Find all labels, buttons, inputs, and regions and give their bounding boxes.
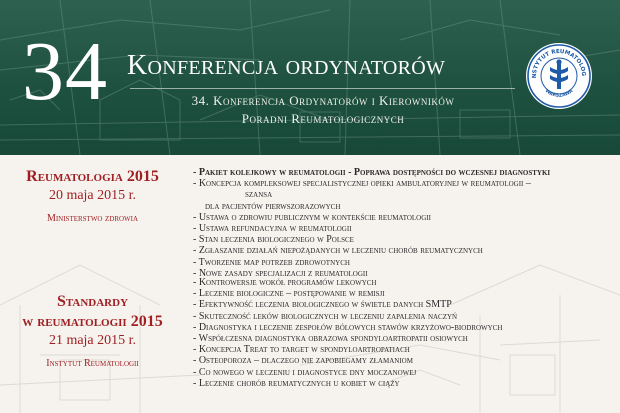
conference-title-text: Konferencja ordynatorów (127, 50, 446, 81)
svg-text:WARSZAWA (544, 88, 575, 99)
list-item: szansa (245, 189, 273, 201)
list-item: - Leczenie chorób reumatycznych u kobiet w ciąży (193, 377, 400, 389)
seal-emblem-icon (550, 59, 568, 89)
list-item: - Kontrowersje wokół programów lekowych (193, 277, 377, 288)
subtitle-line-2: Poradni Reumatologicznych (241, 111, 405, 126)
session-1-topics (193, 167, 550, 279)
list-item: - Nowe zasady specjalizacji z reumatologii (193, 267, 368, 279)
program-content (0, 155, 620, 413)
session-2-organizer: Instytut Reumatologii (46, 358, 139, 369)
seal-top-text: NSTYTUT REUMATOLOG (531, 48, 587, 79)
list-item: - Koncepcja Treat to target w spondyloartropatiach (193, 344, 410, 356)
session-1-organizer: Ministerstwo zdrowia (46, 213, 139, 224)
list-item: - Koncepcja kompleksowej specjalistycznej opieki ambulatoryjnej w reumatologii – (193, 178, 531, 190)
list-item: - Ustawa refundacyjna w reumatologii (193, 223, 352, 235)
list-item: - Efektywność leczenia biologicznego w świetle danych SMTP (193, 299, 452, 311)
session-1-title: Reumatologia 2015 (26, 168, 159, 185)
session-2-topics (193, 277, 502, 389)
subtitle-line-1: 34. Konferencja Ordynatorów i Kierowników (191, 93, 455, 108)
list-item: dla pacjentów pierwszorazowych (205, 200, 341, 212)
session-2-date: 21 maja 2015 r. (48, 333, 137, 348)
list-item: - Tworzenie map potrzeb zdrowotnych (193, 256, 350, 268)
list-item: - Pakiet kolejkowy w reumatologii - Poprawa dostępności do wczesnej diagnostyki (193, 167, 551, 178)
list-item: - Leczenie biologiczne – postępowanie w remisji (193, 288, 385, 300)
seal-bottom-text: WARSZAWA (543, 88, 575, 99)
edition-number: 34 (22, 25, 108, 118)
conference-header (0, 0, 620, 155)
session-day-2 (0, 292, 185, 372)
conference-title (127, 50, 445, 82)
session-day-1 (0, 167, 185, 227)
list-item: - Skuteczność leków biologicznych w leczeniu zapalenia naczyń (193, 310, 458, 322)
header-divider (130, 88, 515, 89)
session-2-title-line-1: Standardy (56, 293, 129, 310)
session-2-title-line-2: w reumatologii 2015 (22, 313, 163, 330)
institute-seal-logo (526, 43, 592, 109)
list-item: - Co nowego w leczeniu i diagnostyce dny moczanowej (193, 366, 417, 378)
session-1-date: 20 maja 2015 r. (48, 188, 137, 203)
list-item: - Ustawa o zdrowiu publicznym w kontekście reumatologii (193, 211, 431, 223)
list-item: - Osteoporoza – dlaczego nie zapobiegamy złamaniom (193, 355, 413, 367)
list-item: - Zgłaszanie działań niepożądanych w leczeniu chorób reumatycznych (193, 245, 483, 257)
list-item: - Stan leczenia biologicznego w Polsce (193, 234, 354, 246)
list-item: - Diagnostyka i leczenie zespołów bólowych stawów krzyżowo-biodrowych (193, 321, 503, 333)
conference-subtitle (128, 92, 518, 128)
list-item: - Współczesna diagnostyka obrazowa spondyloartropatii osiowych (193, 333, 468, 345)
